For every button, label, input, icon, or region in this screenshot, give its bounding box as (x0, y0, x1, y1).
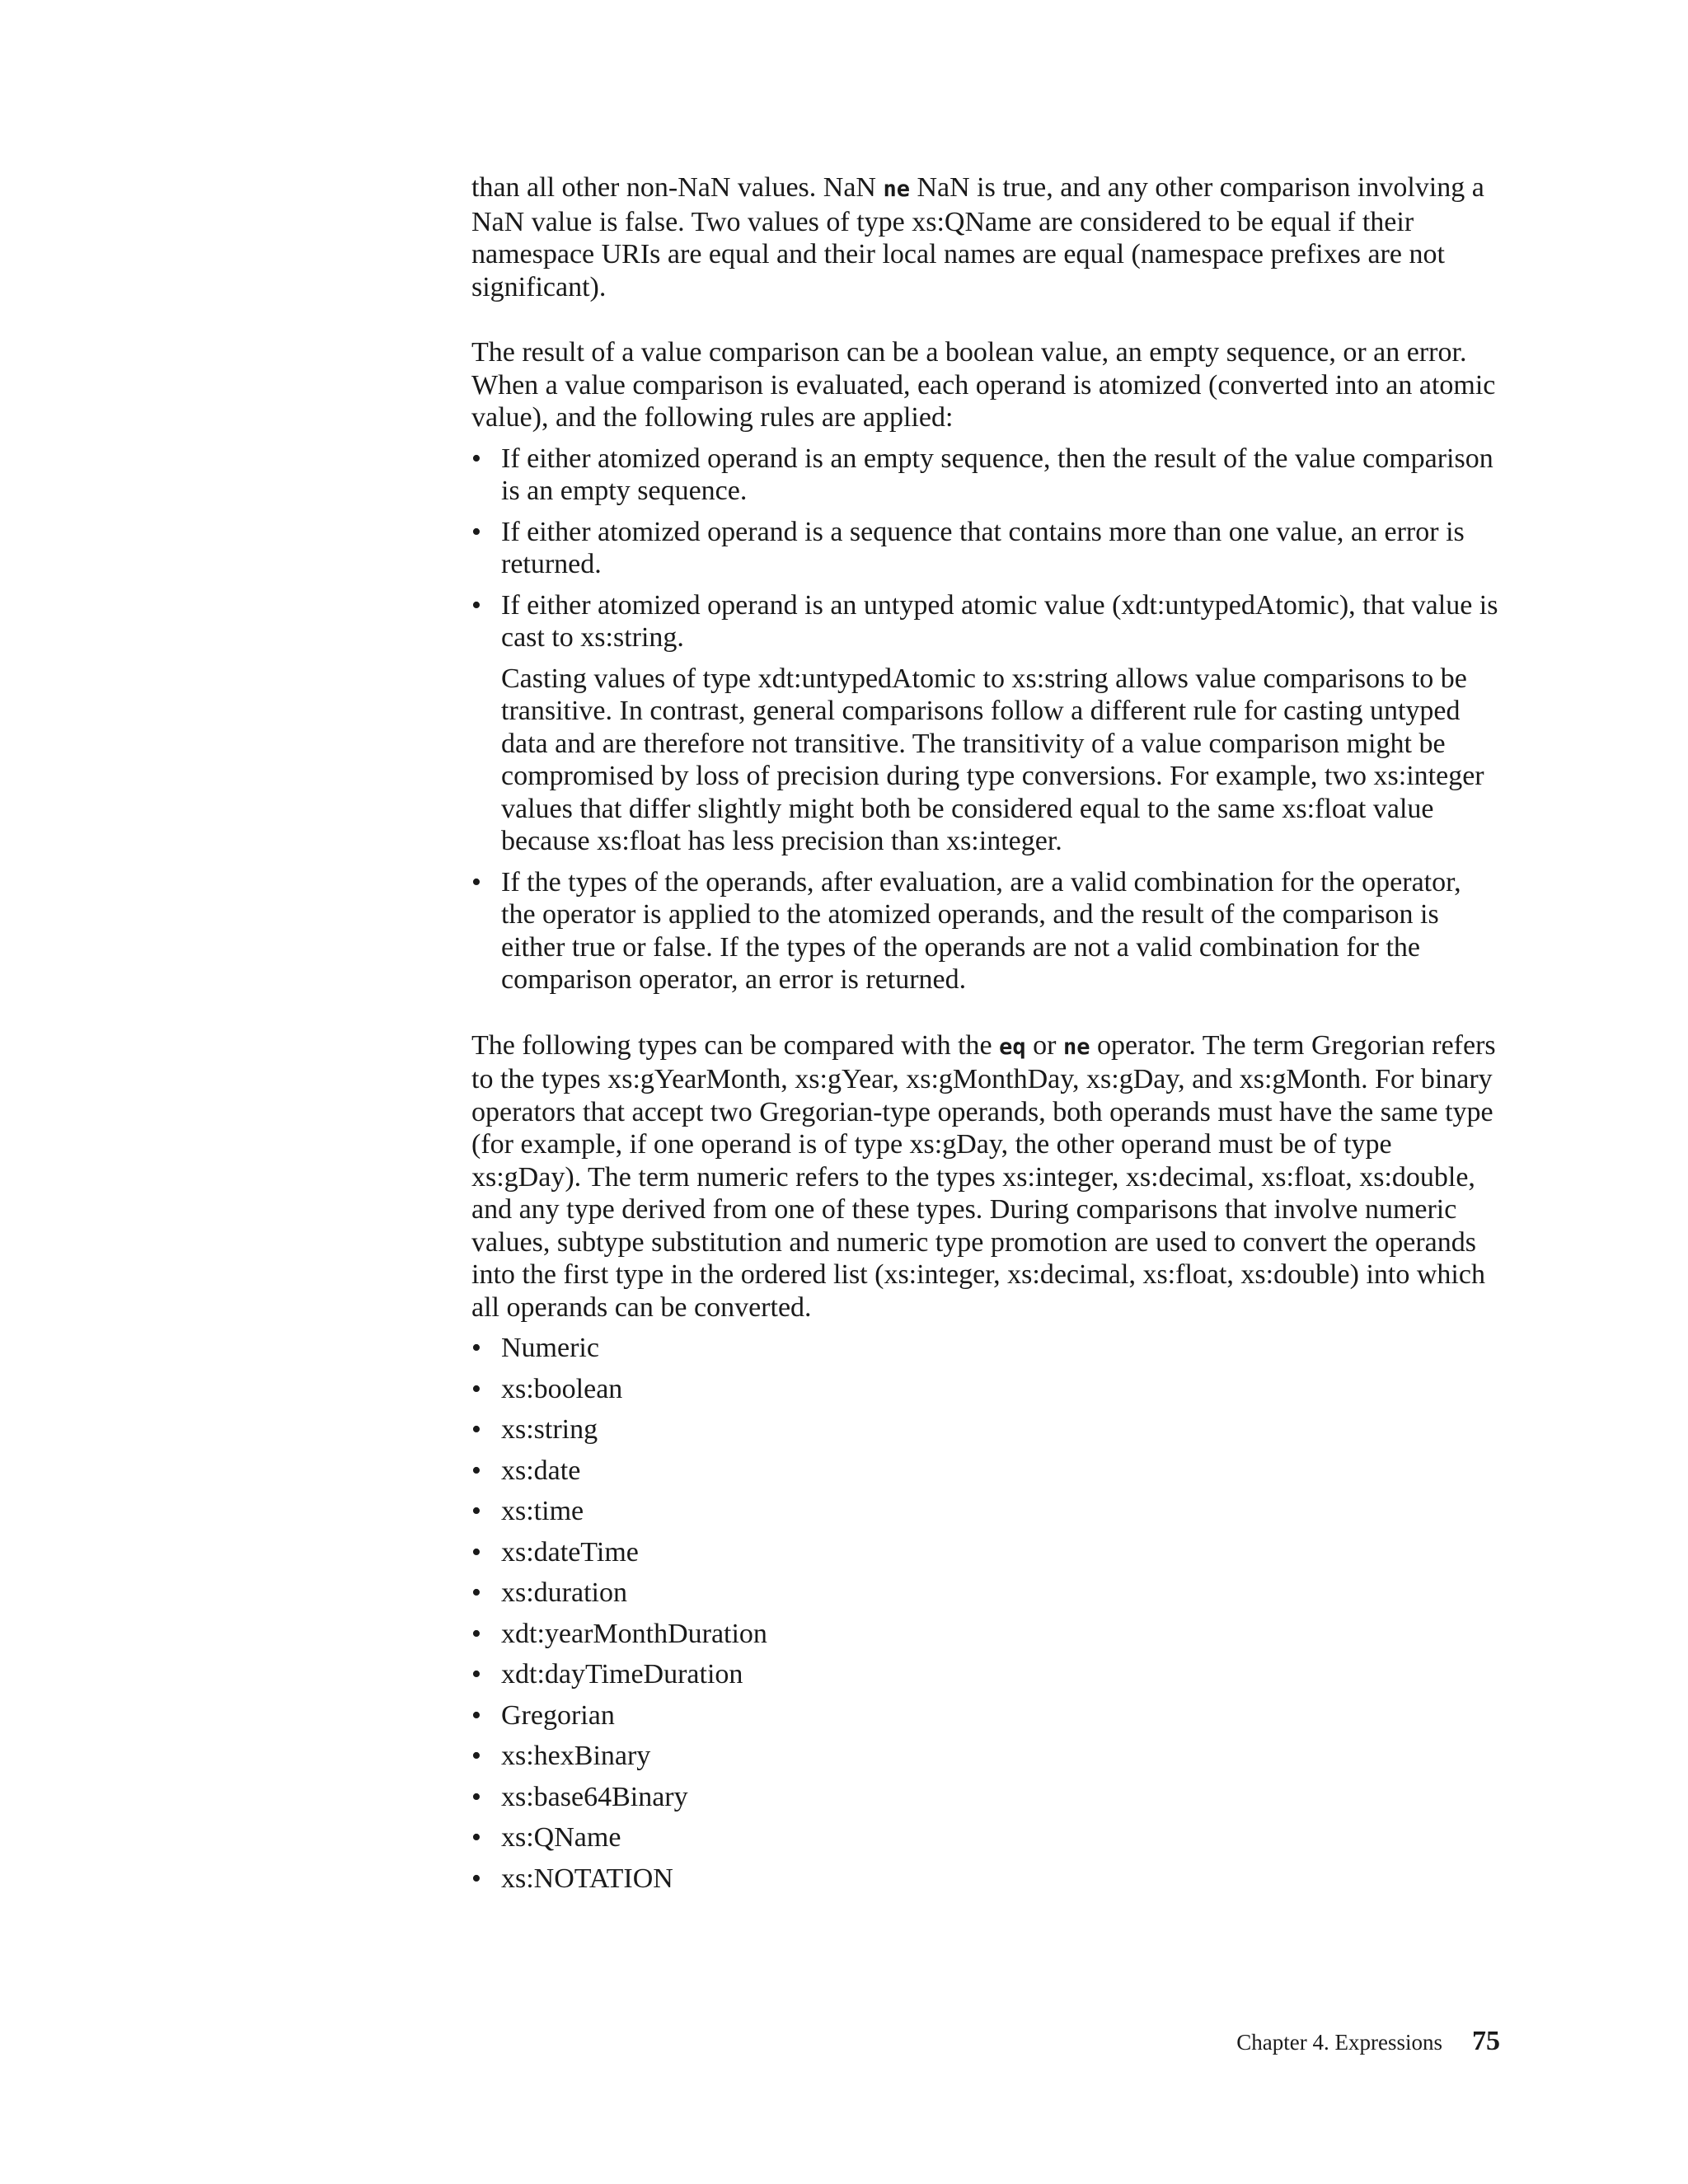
type-label: xs:time (501, 1496, 584, 1526)
bullet-icon: • (471, 1659, 481, 1690)
type-label: xs:boolean (501, 1373, 623, 1404)
types-text-or: or (1025, 1029, 1063, 1061)
type-item (471, 1455, 1502, 1496)
type-item (471, 1699, 1502, 1741)
rule-text: If either atomized operand is an empty sequence, then the result of the value comparison is an empty sequence. (501, 443, 1493, 506)
type-label: Gregorian (501, 1699, 615, 1731)
types-text-start: The following types can be compared with the (471, 1029, 1000, 1061)
page-footer (1071, 2026, 1500, 2057)
bullet-icon: • (471, 1781, 481, 1812)
type-item (471, 1373, 1502, 1414)
types-paragraph (471, 1029, 1502, 1324)
type-item (471, 1413, 1502, 1455)
type-item (471, 1577, 1502, 1618)
type-item (471, 1618, 1502, 1659)
rule-note: Casting values of type xdt:untypedAtomic to xs:string allows value comparisons to be transitive. In contrast, general comparisons follow a different rule for casting untyped data and are therefore not transitive. The transitivity of a value comparison might be compromised by loss of precision during type conversions. For example, two xs:integer values that differ slightly might both be considered equal to the same xs:float value because xs:float has less precision than xs:integer. (501, 663, 1484, 856)
result-paragraph: The result of a value comparison can be a boolean value, an empty sequence, or an error. When a value comparison is evaluated, each operand is atomized (converted into an atomic value), and the following rules are applied: (471, 337, 1496, 433)
page-number: 75 (1472, 2026, 1500, 2056)
bullet-icon: • (471, 516, 481, 547)
type-label: xs:base64Binary (501, 1781, 688, 1812)
ne-keyword: ne (883, 176, 910, 202)
rule-item (471, 589, 1502, 858)
rule-item (471, 866, 1502, 996)
type-item (471, 1495, 1502, 1536)
bullet-icon: • (471, 1414, 481, 1445)
bullet-icon: • (471, 1455, 481, 1486)
type-item (471, 1740, 1502, 1781)
eq-keyword: eq (999, 1033, 1026, 1060)
bullet-icon: • (471, 866, 481, 898)
type-label: xdt:dayTimeDuration (501, 1659, 743, 1690)
type-label: xs:duration (501, 1577, 627, 1608)
page-body (471, 171, 1502, 1903)
bullet-icon: • (471, 1822, 481, 1853)
type-item (471, 1658, 1502, 1699)
bullet-icon: • (471, 1496, 481, 1526)
type-item (471, 1332, 1502, 1373)
type-item (471, 1863, 1502, 1904)
bullet-icon: • (471, 1536, 481, 1568)
rule-text: If either atomized operand is a sequence that contains more than one value, an error is returned. (501, 516, 1465, 579)
comparable-types-list (471, 1332, 1502, 1903)
type-item (471, 1781, 1502, 1822)
type-label: xs:string (501, 1414, 598, 1445)
bullet-icon: • (471, 1741, 481, 1771)
type-label: xs:date (501, 1455, 581, 1486)
intro-text-end: NaN is true, and any other comparison involving a NaN value is false. Two values of type xs:QName are considered to be equal if their namespace URIs are equal and their local names are equal (namespace prefixes are not significant). (471, 172, 1484, 302)
rules-list (471, 443, 1502, 996)
types-text-end: operator. The term Gregorian refers to the types xs:gYearMonth, xs:gYear, xs:gMonthDay, xs:gDay, and xs:gMonth. For binary operators that accept two Gregorian-type operands, both operands must have the same type (for example, if one operand is of type xs:gDay, the other operand must be of type xs:gDay). The term numeric refers to the types xs:integer, xs:decimal, xs:float, xs:double, and any type derived from one of these types. During comparisons that involve numeric values, subtype substitution and numeric type promotion are used to convert the operands into the first type in the ordered list (xs:integer, xs:decimal, xs:float, xs:double) into which all operands can be converted. (471, 1029, 1496, 1323)
intro-paragraph (471, 171, 1502, 303)
type-label: Numeric (501, 1333, 599, 1363)
type-label: xdt:yearMonthDuration (501, 1618, 767, 1649)
rule-item (471, 516, 1502, 581)
bullet-icon: • (471, 589, 481, 621)
type-item (471, 1536, 1502, 1577)
ne-keyword: ne (1062, 1033, 1090, 1060)
rule-text: If the types of the operands, after evaluation, are a valid combination for the operator, the operator is applied to the atomized operands, and the result of the comparison is either true or false. If the types of the operands are not a valid combination for the comparison operator, an error is returned. (501, 866, 1461, 995)
type-item (471, 1821, 1502, 1863)
type-label: xs:NOTATION (501, 1863, 673, 1894)
bullet-icon: • (471, 1373, 481, 1404)
intro-text-start: than all other non-NaN values. NaN (471, 172, 884, 203)
bullet-icon: • (471, 1863, 481, 1894)
type-label: xs:hexBinary (501, 1741, 651, 1771)
bullet-icon: • (471, 1333, 481, 1363)
type-label: xs:QName (501, 1822, 621, 1853)
bullet-icon: • (471, 443, 481, 474)
chapter-title: Chapter 4. Expressions (1236, 2030, 1442, 2055)
type-label: xs:dateTime (501, 1536, 639, 1568)
bullet-icon: • (471, 1699, 481, 1731)
bullet-icon: • (471, 1618, 481, 1649)
bullet-icon: • (471, 1577, 481, 1608)
rule-text: If either atomized operand is an untyped atomic value (xdt:untypedAtomic), that value is cast to xs:string. (501, 589, 1498, 653)
rule-item (471, 443, 1502, 508)
